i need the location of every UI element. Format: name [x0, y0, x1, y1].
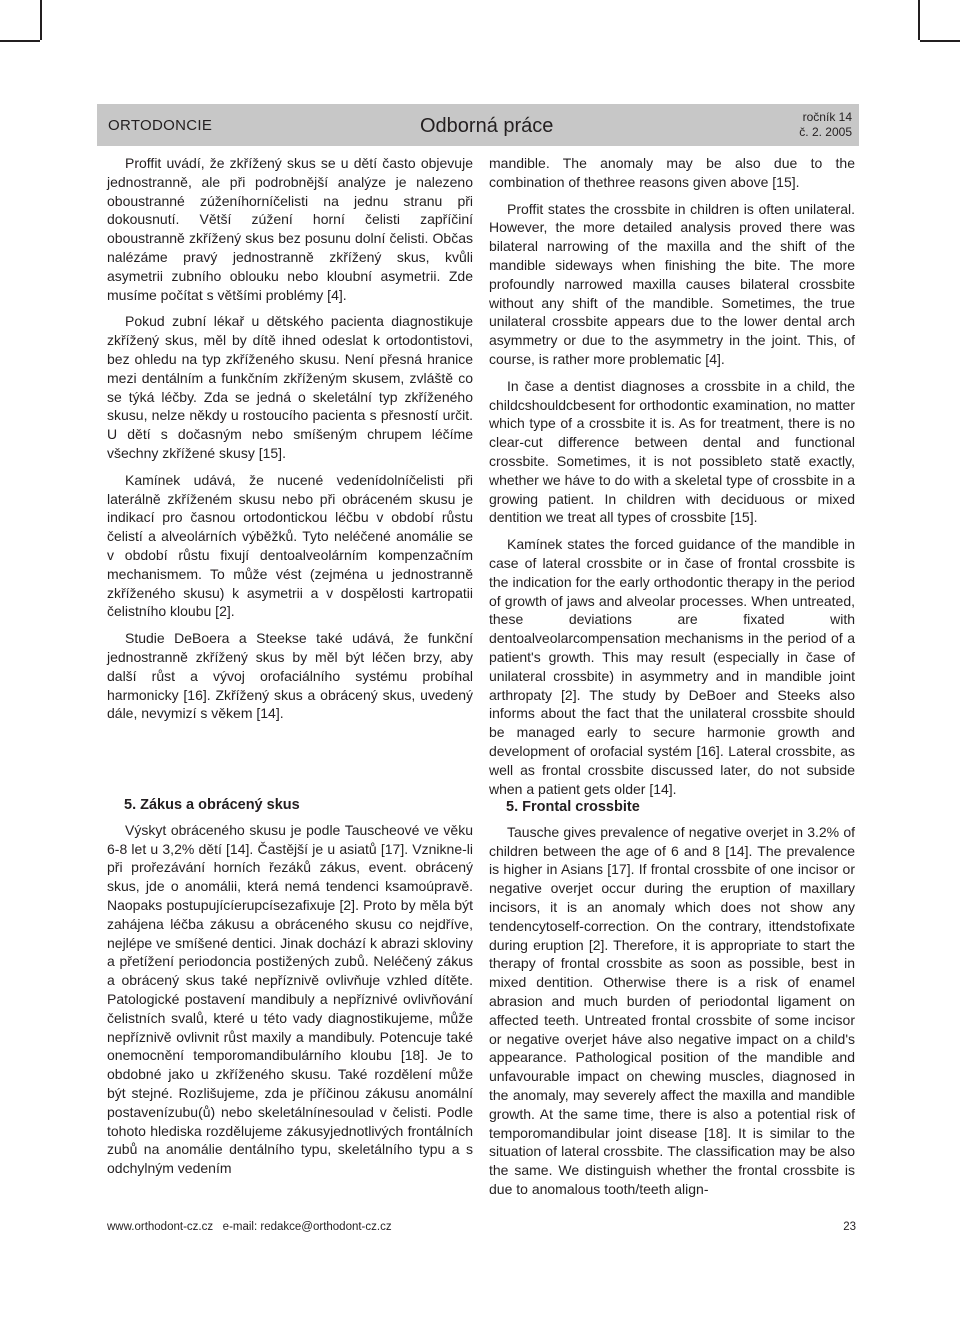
issue-label: č. 2. 2005: [799, 125, 852, 139]
paragraph: In čase a dentist diagnoses a crossbite in a child, the childcshouldcbesent for orthodontic examination, no matter which type of a crossbite it is. As for treatment, there is no clear-cut difference between dental and functional crossbite. Sometimes, it is not possibleto statě exactly, whether we háve to do with a skeletal type of crossbite in a growing patient. In children with deciduous or mixed dentition we treat all types of crossbite [15].: [489, 377, 855, 526]
page-number: 23: [843, 1221, 856, 1233]
section-heading: 5. Frontal crossbite: [506, 799, 640, 815]
page-category: Odborná práce: [420, 115, 554, 137]
paragraph: Proffit uvádí, že zkřížený skus se u dětí často objevuje jednostranně, ale při podrobnější analýze je nalezeno oboustranné zúženíhorníčelisti na jednu stranu při dokousnutí. Větší zúžení horní čelisti zapříčiní oboustranně zkřížený skus bez posunu dolní čelisti. Občas nalézáme pravý jednostranně zkřížený skus, kvůli asymetrii zubního oblouku nebo kloubní asymetrii. Zde musíme počítat s většími problémy [4].: [107, 155, 473, 303]
czech-column-bottom: [107, 796, 473, 1186]
paragraph: Proffit states the crossbite in children is often unilateral. However, the more detailed analysis proved there was bilateral narrowing of the maxilla and the shift of the mandible sideways when finishing the bite. The more profoundly narrowed maxilla causes bilateral crossbite without any shift of the mandible. Sometimes, the true unilateral crossbite appears due to the lower dental arch asymmetry or due to the asymmetry in the joint. This, of course, is rather more problematic [4].: [489, 200, 855, 367]
paragraph: Výskyt obráceného skusu je podle Tauscheové ve věku 6-8 let u 3,2% dětí [14]. Častější je u asiatů [17]. Vznikne-li při prořezávání horních řezáků zákus, event. obrácený skus, jde o anomálii, která nemá tendenci ksamoúpravě. Naopaks postupujícíerupcísezafixuje [2]. Proto by měla být zahájena léčba zákusu a obráceného skusu co nejdříve, nejlépe ve smíšené dentici. Jinak dochází k abrazi skloviny a přetížení periodoncia postižených zubů. Neléčený zákus a obrácený skus také nepříznivě ovlivňuje vzhled dítěte. Patologické postavení mandibuly a nepříznivé ovlivňování čelistních svalů, které u této vady diagnostikujeme, může nepříznivě ovlivnit růst maxily a mandibuly. Potencuje také onemocnění temporomandibulárního kloubu [18]. Je to obdobné jako u zkříženého skusu. Také rozdělení může být stejné. Rozlišujeme, zda je příčinou zákusu anomální postavenízubu(ů) nebo skeletálnínesoulad v čelisti. Podle tohoto hlediska rozdělujeme zákusyjednotlivých frontálních zubů na anomálie dentálního typu, skeletálního typu a s odchylným vedením: [107, 821, 473, 1177]
english-column-top: [489, 154, 855, 806]
paragraph: Kamínek states the forced guidance of the mandible in case of lateral crossbite or in čase of frontal crossbite is the indication for the early orthodontic therapy in the period of growth of jaws and alveolar processes. When untreated, these deviations are fixated with dentoalveolarcompensation mechanisms in the period of a patient's growth. This may result (especially in čase of unilateral crossbite) in asymmetry and in mandible joint arthropaty [2]. The study by DeBoer and Steeks also informs about the fact that the unilateral crossbite should be managed early to secure harmonie growth and development of orofacial systém [16]. Lateral crossbite, as well as frontal crossbite discussed later, do not subside when a patient gets older [14].: [489, 536, 855, 797]
crop-mark: [920, 40, 960, 42]
paragraph: Pokud zubní lékař u dětského pacienta diagnostikuje zkřížený skus, měl by dítě ihned odeslat k ortodontistovi, bez ohledu na typ zkříženého skusu. Není přesná hranice mezi dentálním a funkčním zkříženým skusem, zvláště co se týká léčby. Zda se jedná o skeletální typ zkříženého skusu, nelze někdy u rostoucího pacienta s přesností určit. U dětí s dočasným nebo smíšeným chrupem léčíme všechny zkřížené skusy [15].: [107, 313, 473, 461]
english-column-bottom: [489, 798, 855, 1207]
czech-column-top: [107, 154, 473, 731]
paragraph: Studie DeBoera a Steekse také udává, že funkční jednostranně zkřížený skus by měl být léčen brzy, aby další růst a vývoj orofaciálního systému probíhal harmonicky [16]. Zkřížený skus a obrácený skus, uvedený dále, nevymizí s věkem [14].: [107, 630, 473, 722]
footer-contact: www.orthodont-cz.cz e-mail: redakce@orthodont-cz.cz: [107, 1221, 392, 1233]
paragraph: Tausche gives prevalence of negative overjet in 3.2% of children between the age of 6 and 8 [14]. The prevalence is higher in Asians [17]. If frontal crossbite of one incisor or negative overjet occur during the eruption of maxillary incisors, it is an anomaly which does not show any tendencytoself-correction. On the contrary, ittendstofixate during eruption [2]. Therefore, it is appropriate to start the therapy of frontal crossbite as soon as possible, best in mixed dentition. Otherwise there is a risk of enamel abrasion and much burden of periodontal ligament on affected teeth. Untreated frontal crossbite of some incisor or negative overjet háve also negative impact on a child's appearance. Pathological position of the mandible and unfavourable impact on chewing muscles, diagnosed in the anomaly, may severely affect the maxilla and mandible growth. At the same time, there is also a potential risk of temporomandibular joint disease [18]. It is similar to the situation of lateral crossbite. The classification may be also the same. We distinguish whether the frontal crossbite is due to anomalous tooth/teeth align-: [489, 823, 855, 1197]
paragraph: mandible. The anomaly may be also due to the combination of thethree reasons given above [15].: [489, 155, 855, 190]
crop-mark: [918, 0, 920, 40]
paragraph: Kamínek udává, že nucené vedenídolníčelisti při laterálně zkříženém skusu nebo při obráceném skusu je indikací pro časnou ortodontickou léčbu v období růstu čelistí a alveolárních výběžků. Tyto neléčené anomálie se v období růstu fixují dentoalveolárním kompenzačním mechanismem. To může vést (zejména u jednostranně zkříženého skusu) k asymetrii a v dospělosti kartropatii čelistního kloubu [2].: [107, 471, 473, 620]
crop-mark: [40, 0, 42, 40]
section-name: ORTODONCIE: [108, 117, 213, 134]
crop-mark: [0, 40, 40, 42]
volume-label: ročník 14: [802, 110, 852, 124]
section-heading: 5. Zákus a obrácený skus: [124, 797, 300, 813]
issue-info: [790, 110, 852, 140]
